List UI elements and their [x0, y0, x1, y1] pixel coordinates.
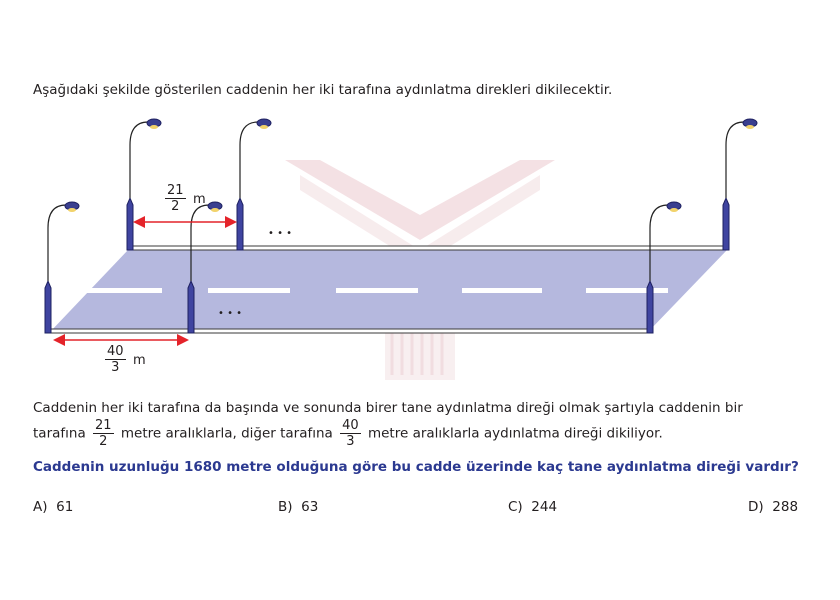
intro-text: Aşağıdaki şekilde gösterilen caddenin her iki tarafına aydınlatma direkleri dikilecektir. — [33, 82, 613, 98]
option-b-value: 63 — [301, 499, 319, 515]
fraction-1-num: 21 — [95, 418, 112, 433]
top-distance-fraction — [165, 183, 186, 214]
bottom-distance-den: 3 — [111, 360, 120, 375]
option-a[interactable] — [33, 499, 73, 515]
paragraph-text-a: tarafına — [33, 425, 86, 442]
top-distance-num: 21 — [167, 183, 184, 198]
fraction-2-den: 3 — [346, 434, 355, 449]
option-d-letter: D) — [748, 499, 764, 515]
inline-fraction-2 — [340, 418, 361, 449]
option-c[interactable] — [508, 499, 557, 515]
option-a-letter: A) — [33, 499, 48, 515]
bottom-dots: • • • — [218, 308, 243, 319]
paragraph-text-b: metre aralıklarla, diğer tarafına — [120, 425, 333, 442]
option-d[interactable] — [748, 499, 798, 515]
top-distance-den: 2 — [171, 199, 180, 214]
option-c-letter: C) — [508, 499, 523, 515]
option-d-value: 288 — [772, 499, 799, 515]
option-b[interactable] — [278, 499, 318, 515]
fraction-1-den: 2 — [99, 434, 108, 449]
bottom-distance-num: 40 — [107, 344, 124, 359]
far-curb — [128, 246, 728, 250]
lamp-pole — [237, 119, 271, 250]
inline-fraction-1 — [93, 418, 114, 449]
option-a-value: 61 — [56, 499, 74, 515]
near-curb — [50, 329, 648, 333]
paragraph-line-1: Caddenin her iki tarafına da başında ve sonunda birer tane aydınlatma direği olmak şartıyla caddenin bir — [33, 400, 743, 416]
paragraph-text-c: metre aralıklarla aydınlatma direği dikiliyor. — [367, 425, 663, 442]
paragraph-line-2 — [33, 418, 808, 449]
fraction-2-num: 40 — [342, 418, 359, 433]
bottom-distance-fraction — [105, 344, 126, 375]
top-dots: • • • — [268, 228, 293, 239]
bottom-distance-unit: m — [133, 353, 146, 368]
option-b-letter: B) — [278, 499, 293, 515]
question-text: Caddenin uzunluğu 1680 metre olduğuna göre bu cadde üzerinde kaç tane aydınlatma direği vardır? — [33, 459, 799, 475]
option-c-value: 244 — [531, 499, 558, 515]
lamp-pole — [127, 119, 161, 250]
top-distance-unit: m — [193, 192, 206, 207]
lamp-pole — [723, 119, 757, 250]
